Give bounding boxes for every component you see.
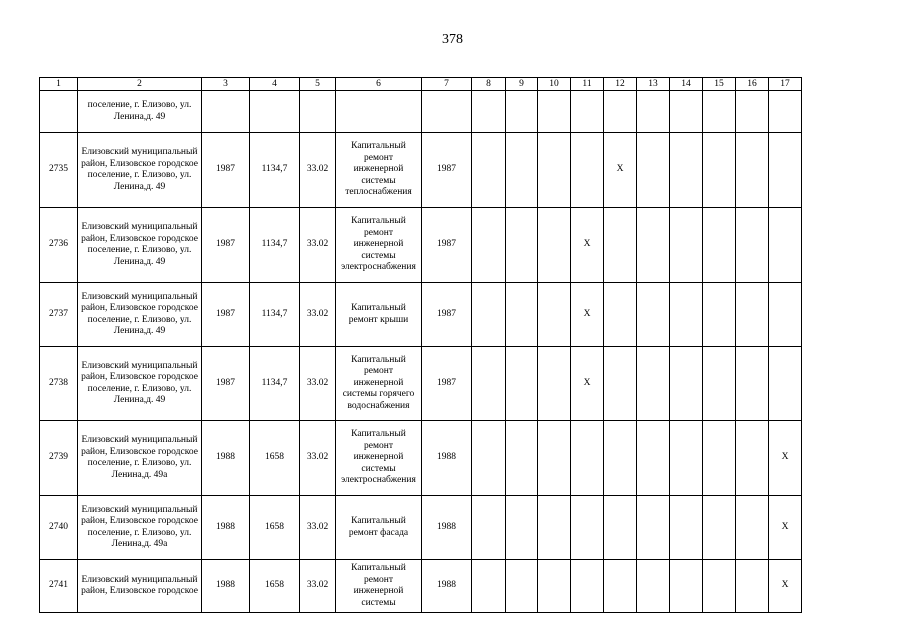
year-cell: 1987 [422, 283, 472, 347]
area-cell: 1134,7 [250, 347, 300, 421]
mark-cell-col-14 [670, 347, 703, 421]
mark-cell-col-9 [506, 560, 538, 613]
column-header-1: 1 [40, 78, 78, 91]
column-header-4: 4 [250, 78, 300, 91]
mark-cell-col-16 [736, 283, 769, 347]
code-cell: 33.02 [300, 421, 336, 496]
area-cell: 1658 [250, 496, 300, 560]
mark-cell-col-12 [604, 347, 637, 421]
work-type-cell: Капитальный ремонт крыши [336, 283, 422, 347]
address-cell: Елизовский муниципальный район, Елизовское городское поселение, г. Елизово, ул. Ленина,д. 49 [78, 133, 202, 208]
mark-cell-col-16 [736, 347, 769, 421]
code-cell: 33.02 [300, 208, 336, 283]
code-cell: 33.02 [300, 133, 336, 208]
mark-cell-col-14 [670, 283, 703, 347]
mark-cell-col-13 [637, 560, 670, 613]
mark-cell-col-17 [769, 133, 802, 208]
year-cell: 1987 [422, 133, 472, 208]
mark-cell-col-12 [604, 421, 637, 496]
mark-cell-col-10 [538, 347, 571, 421]
mark-cell-col-16 [736, 208, 769, 283]
mark-cell-col-15 [703, 133, 736, 208]
column-header-16: 16 [736, 78, 769, 91]
mark-cell-col-11 [571, 91, 604, 133]
table-row [40, 91, 802, 133]
mark-cell-col-11 [571, 496, 604, 560]
mark-cell-col-12 [604, 208, 637, 283]
mark-cell-col-15 [703, 347, 736, 421]
year-built-cell: 1987 [202, 347, 250, 421]
year-cell: 1987 [422, 347, 472, 421]
column-header-14: 14 [670, 78, 703, 91]
row-number: 2737 [40, 283, 78, 347]
area-cell [250, 91, 300, 133]
column-header-12: 12 [604, 78, 637, 91]
mark-cell-col-8 [472, 347, 506, 421]
mark-cell-col-9 [506, 347, 538, 421]
table-row [40, 496, 802, 560]
mark-cell-col-14 [670, 208, 703, 283]
row-number: 2739 [40, 421, 78, 496]
mark-cell-col-17 [769, 208, 802, 283]
page-number: 378 [442, 32, 463, 47]
mark-cell-col-13 [637, 421, 670, 496]
mark-cell-col-10 [538, 283, 571, 347]
table-row [40, 133, 802, 208]
table-row [40, 421, 802, 496]
table-row [40, 208, 802, 283]
code-cell: 33.02 [300, 560, 336, 613]
work-type-cell: Капитальный ремонт инженерной системы горячего водоснабжения [336, 347, 422, 421]
column-header-13: 13 [637, 78, 670, 91]
work-type-cell: Капитальный ремонт инженерной системы электроснабжения [336, 208, 422, 283]
year-built-cell: 1988 [202, 421, 250, 496]
year-cell: 1987 [422, 208, 472, 283]
table-row [40, 560, 802, 613]
mark-cell-col-16 [736, 133, 769, 208]
column-header-6: 6 [336, 78, 422, 91]
address-cell: Елизовский муниципальный район, Елизовское городское поселение, г. Елизово, ул. Ленина,д. 49 [78, 283, 202, 347]
mark-cell-col-12 [604, 496, 637, 560]
address-cell: Елизовский муниципальный район, Елизовское городское [78, 560, 202, 613]
row-number: 2741 [40, 560, 78, 613]
year-built-cell [202, 91, 250, 133]
area-cell: 1658 [250, 421, 300, 496]
mark-cell-col-8 [472, 133, 506, 208]
year-built-cell: 1988 [202, 560, 250, 613]
mark-cell-col-10 [538, 208, 571, 283]
column-header-2: 2 [78, 78, 202, 91]
mark-cell-col-11 [571, 133, 604, 208]
table-row [40, 283, 802, 347]
mark-cell-col-10 [538, 91, 571, 133]
mark-cell-col-15 [703, 421, 736, 496]
mark-cell-col-15 [703, 208, 736, 283]
year-cell [422, 91, 472, 133]
mark-cell-col-9 [506, 133, 538, 208]
mark-cell-col-16 [736, 560, 769, 613]
mark-cell-col-11: X [571, 283, 604, 347]
mark-cell-col-8 [472, 421, 506, 496]
mark-cell-col-13 [637, 283, 670, 347]
mark-cell-col-15 [703, 496, 736, 560]
mark-cell-col-12 [604, 560, 637, 613]
year-built-cell: 1987 [202, 208, 250, 283]
row-number: 2735 [40, 133, 78, 208]
mark-cell-col-10 [538, 496, 571, 560]
mark-cell-col-11: X [571, 347, 604, 421]
mark-cell-col-8 [472, 283, 506, 347]
mark-cell-col-11: X [571, 208, 604, 283]
column-header-17: 17 [769, 78, 802, 91]
mark-cell-col-13 [637, 91, 670, 133]
mark-cell-col-16 [736, 421, 769, 496]
mark-cell-col-17: X [769, 421, 802, 496]
column-header-15: 15 [703, 78, 736, 91]
code-cell [300, 91, 336, 133]
mark-cell-col-14 [670, 421, 703, 496]
mark-cell-col-11 [571, 560, 604, 613]
year-cell: 1988 [422, 496, 472, 560]
area-cell: 1658 [250, 560, 300, 613]
mark-cell-col-9 [506, 496, 538, 560]
row-number: 2736 [40, 208, 78, 283]
mark-cell-col-9 [506, 283, 538, 347]
area-cell: 1134,7 [250, 133, 300, 208]
column-header-9: 9 [506, 78, 538, 91]
column-header-8: 8 [472, 78, 506, 91]
column-header-10: 10 [538, 78, 571, 91]
year-built-cell: 1987 [202, 133, 250, 208]
work-type-cell: Капитальный ремонт инженерной системы электроснабжения [336, 421, 422, 496]
column-header-11: 11 [571, 78, 604, 91]
year-cell: 1988 [422, 421, 472, 496]
table-row [40, 347, 802, 421]
row-number: 2740 [40, 496, 78, 560]
year-built-cell: 1987 [202, 283, 250, 347]
column-header-7: 7 [422, 78, 472, 91]
mark-cell-col-11 [571, 421, 604, 496]
row-number [40, 91, 78, 133]
mark-cell-col-10 [538, 133, 571, 208]
header-row [40, 78, 802, 91]
code-cell: 33.02 [300, 496, 336, 560]
mark-cell-col-13 [637, 208, 670, 283]
code-cell: 33.02 [300, 283, 336, 347]
column-header-5: 5 [300, 78, 336, 91]
mark-cell-col-13 [637, 133, 670, 208]
mark-cell-col-14 [670, 496, 703, 560]
address-cell: Елизовский муниципальный район, Елизовское городское поселение, г. Елизово, ул. Ленина,д. 49а [78, 421, 202, 496]
year-built-cell: 1988 [202, 496, 250, 560]
mark-cell-col-17: X [769, 496, 802, 560]
mark-cell-col-9 [506, 208, 538, 283]
mark-cell-col-10 [538, 421, 571, 496]
mark-cell-col-10 [538, 560, 571, 613]
mark-cell-col-14 [670, 560, 703, 613]
area-cell: 1134,7 [250, 208, 300, 283]
mark-cell-col-9 [506, 421, 538, 496]
mark-cell-col-13 [637, 496, 670, 560]
mark-cell-col-12: X [604, 133, 637, 208]
address-cell: Елизовский муниципальный район, Елизовское городское поселение, г. Елизово, ул. Ленина,д. 49 [78, 208, 202, 283]
mark-cell-col-12 [604, 283, 637, 347]
mark-cell-col-16 [736, 496, 769, 560]
year-cell: 1988 [422, 560, 472, 613]
mark-cell-col-15 [703, 560, 736, 613]
mark-cell-col-12 [604, 91, 637, 133]
code-cell: 33.02 [300, 347, 336, 421]
column-header-3: 3 [202, 78, 250, 91]
mark-cell-col-8 [472, 496, 506, 560]
mark-cell-col-8 [472, 560, 506, 613]
work-type-cell [336, 91, 422, 133]
address-cell: поселение, г. Елизово, ул. Ленина,д. 49 [78, 91, 202, 133]
mark-cell-col-15 [703, 283, 736, 347]
row-number: 2738 [40, 347, 78, 421]
mark-cell-col-17 [769, 283, 802, 347]
work-type-cell: Капитальный ремонт инженерной системы теплоснабжения [336, 133, 422, 208]
mark-cell-col-8 [472, 208, 506, 283]
address-cell: Елизовский муниципальный район, Елизовское городское поселение, г. Елизово, ул. Ленина,д. 49а [78, 496, 202, 560]
work-type-cell: Капитальный ремонт фасада [336, 496, 422, 560]
mark-cell-col-17 [769, 347, 802, 421]
mark-cell-col-13 [637, 347, 670, 421]
mark-cell-col-14 [670, 133, 703, 208]
mark-cell-col-15 [703, 91, 736, 133]
document-sheet [39, 77, 802, 613]
mark-cell-col-14 [670, 91, 703, 133]
area-cell: 1134,7 [250, 283, 300, 347]
work-type-cell: Капитальный ремонт инженерной системы [336, 560, 422, 613]
mark-cell-col-9 [506, 91, 538, 133]
repair-schedule-table [39, 77, 802, 613]
mark-cell-col-17: X [769, 560, 802, 613]
mark-cell-col-16 [736, 91, 769, 133]
mark-cell-col-8 [472, 91, 506, 133]
mark-cell-col-17 [769, 91, 802, 133]
address-cell: Елизовский муниципальный район, Елизовское городское поселение, г. Елизово, ул. Ленина,д. 49 [78, 347, 202, 421]
